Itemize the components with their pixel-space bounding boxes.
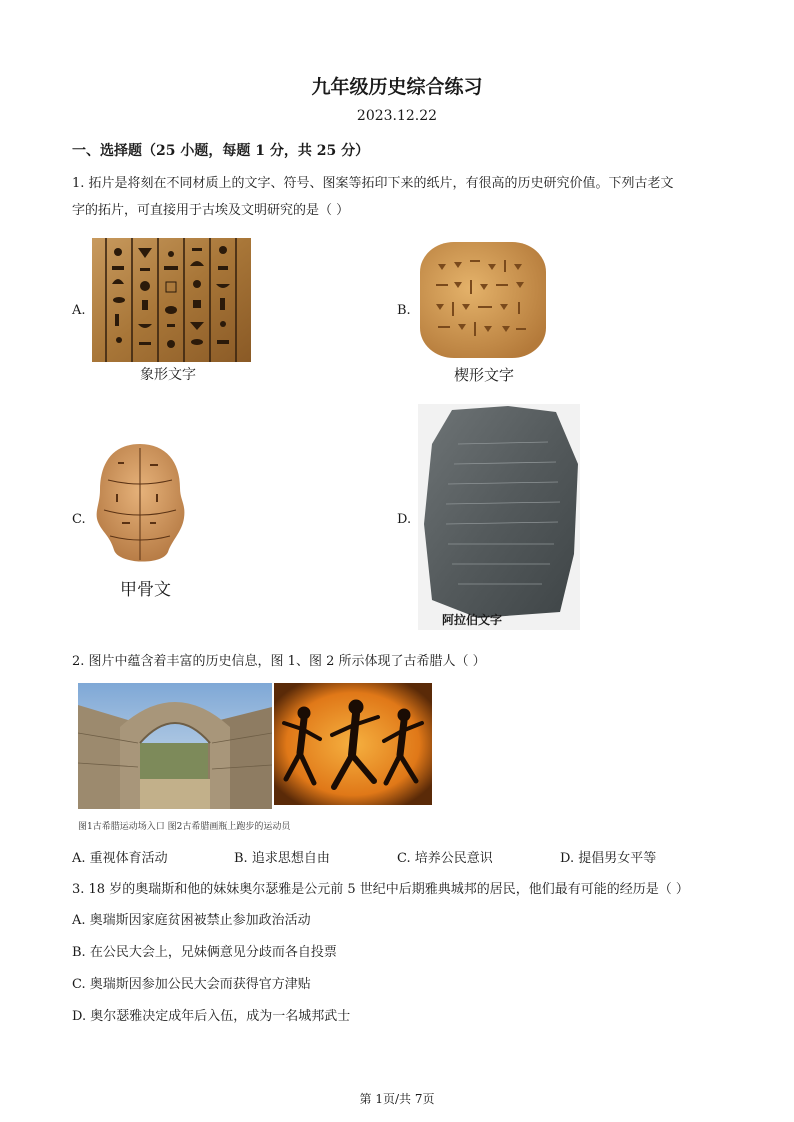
q2-figure2-image [274,683,432,805]
q3-option-c: C. 奥瑞斯因参加公民大会而获得官方津贴 [72,977,311,992]
q1-option-c-letter: C. [72,512,86,527]
q2-option-c: C. 培养公民意识 [397,851,493,866]
q3-option-b: B. 在公民大会上，兄妹俩意见分歧而各自投票 [72,945,337,960]
q2-stem: 2. 图片中蕴含着丰富的历史信息，图 1、图 2 所示体现了古希腊人（ ） [72,654,486,669]
q3-option-a: A. 奥瑞斯因家庭贫困被禁止参加政治活动 [72,913,311,928]
q1-option-d-image [418,404,580,630]
q1-option-d-letter: D. [397,512,412,527]
q1-option-a-image [92,238,251,362]
q1-option-b-letter: B. [397,303,411,318]
q1-option-c-caption: 甲骨文 [120,580,171,600]
q2-figure-caption: 图1古希腊运动场入口 图2古希腊画瓶上跑步的运动员 [78,822,291,832]
q1-option-d-caption: 阿拉伯文字 [442,613,503,627]
page-number: 第 1页/共 7页 [359,1092,435,1106]
q1-stem-line1: 1. 拓片是将刻在不同材质上的文字、符号、图案等拓印下来的纸片，有很高的历史研究价值。下列古老文 [72,176,674,191]
q2-option-a: A. 重视体育活动 [72,851,168,866]
q1-option-a-caption: 象形文字 [140,367,196,383]
q1-option-c-image [92,440,188,572]
q1-option-b-caption: 楔形文字 [454,366,515,384]
section-heading: 一、选择题（25 小题，每题 1 分，共 25 分） [72,143,370,159]
q2-figure1-image [78,683,272,809]
q2-option-d: D. 提倡男女平等 [560,851,657,866]
q2-option-b: B. 追求思想自由 [234,851,330,866]
exam-date: 2023.12.22 [356,108,438,124]
q1-stem-line2: 字的拓片，可直接用于古埃及文明研究的是（ ） [72,203,350,218]
q1-option-a-letter: A. [72,303,86,318]
q1-option-b-image [418,238,548,362]
page-title: 九年级历史综合练习 [311,76,483,98]
q3-option-d: D. 奥尔瑟雅决定成年后入伍，成为一名城邦武士 [72,1009,351,1024]
q3-stem: 3. 18 岁的奥瑞斯和他的妹妹奥尔瑟雅是公元前 5 世纪中后期雅典城邦的居民，他们最有可能的经历是（ ） [72,882,689,897]
